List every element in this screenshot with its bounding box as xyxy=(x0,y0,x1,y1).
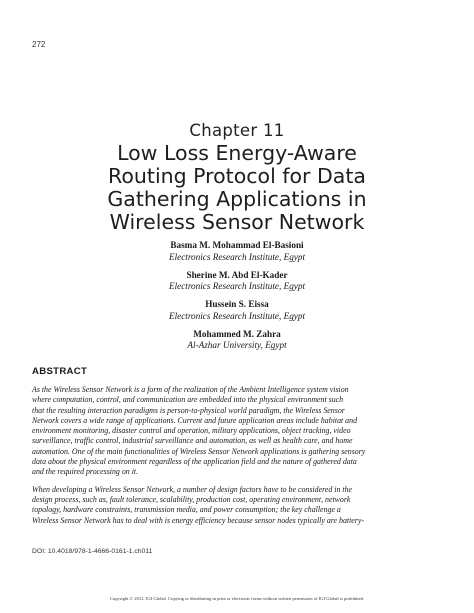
abstract-line: data about the physical environment regardless of the application field and the nature of gathered data xyxy=(32,457,357,467)
author-name: Mohammed M. Zahra xyxy=(193,328,281,339)
page-number: 272 xyxy=(32,40,46,49)
abstract-line: and the required processing on it. xyxy=(32,467,139,477)
abstract-paragraph xyxy=(32,385,443,478)
abstract-line: When developing a Wireless Sensor Network, a number of design factors have to be considered in the xyxy=(32,484,353,494)
abstract-line: surveillance, traffic control, industrial surveillance and automation, as well as health care, and home xyxy=(32,436,353,446)
abstract-line: environment monitoring, disaster control and operation, military applications, object tracking, video xyxy=(32,426,351,436)
chapter-title-line: Gathering Applications in xyxy=(107,187,367,211)
chapter-title-line: Low Loss Energy-Aware xyxy=(117,141,357,165)
author-block xyxy=(0,329,474,352)
abstract-line: Network covers a wide range of applications. Current and future application areas include habitat and xyxy=(32,415,358,425)
abstract-paragraph xyxy=(32,485,443,526)
abstract-body xyxy=(32,385,443,533)
author-affiliation: Electronics Research Institute, Egypt xyxy=(168,251,306,262)
chapter-title-line: Routing Protocol for Data xyxy=(108,164,366,188)
author-name: Hussein S. Eissa xyxy=(205,299,269,309)
abstract-line: automation. One of the main functionalities of Wireless Sensor Network applications is gathering sensory xyxy=(32,446,366,456)
author-name: Sherine M. Abd El-Kader xyxy=(186,269,288,280)
abstract-heading: ABSTRACT xyxy=(32,366,88,377)
author-list xyxy=(0,240,474,358)
author-block xyxy=(0,240,474,263)
abstract-line: As the Wireless Sensor Network is a form of the realization of the Ambient Intelligence system vision xyxy=(32,385,349,394)
author-block xyxy=(0,299,474,322)
author-name: Basma M. Mohammad El-Basioni xyxy=(170,240,304,250)
abstract-line: where computation, control, and communication are embedded into the physical environment such xyxy=(32,395,344,405)
chapter-title xyxy=(60,142,414,234)
author-block xyxy=(0,270,474,293)
abstract-line: Wireless Sensor Network has to deal with is energy efficiency because sensor nodes typically are battery- xyxy=(32,515,364,525)
abstract-line: topology, hardware constraints, transmission media, and power consumption; the key challenge a xyxy=(32,505,341,515)
abstract-line: design process, such as, fault tolerance, scalability, production cost, operating environment, network xyxy=(32,494,351,504)
chapter-label: Chapter 11 xyxy=(189,121,285,140)
copyright-notice: Copyright © 2012, IGI Global. Copying or distributing in print or electronic forms without written permission of IGI Global is prohibited. xyxy=(109,596,365,601)
abstract-line: that the resulting interaction paradigms is person-to-physical world paradigm, the Wireless Sensor xyxy=(32,405,345,415)
author-affiliation: Electronics Research Institute, Egypt xyxy=(168,281,306,291)
doi-text: DOI: 10.4018/978-1-4666-0161-1.ch011 xyxy=(32,548,153,555)
author-affiliation: Electronics Research Institute, Egypt xyxy=(168,310,306,321)
author-affiliation: Al-Azhar University, Egypt xyxy=(187,340,287,350)
chapter-title-line: Wireless Sensor Network xyxy=(109,210,365,234)
